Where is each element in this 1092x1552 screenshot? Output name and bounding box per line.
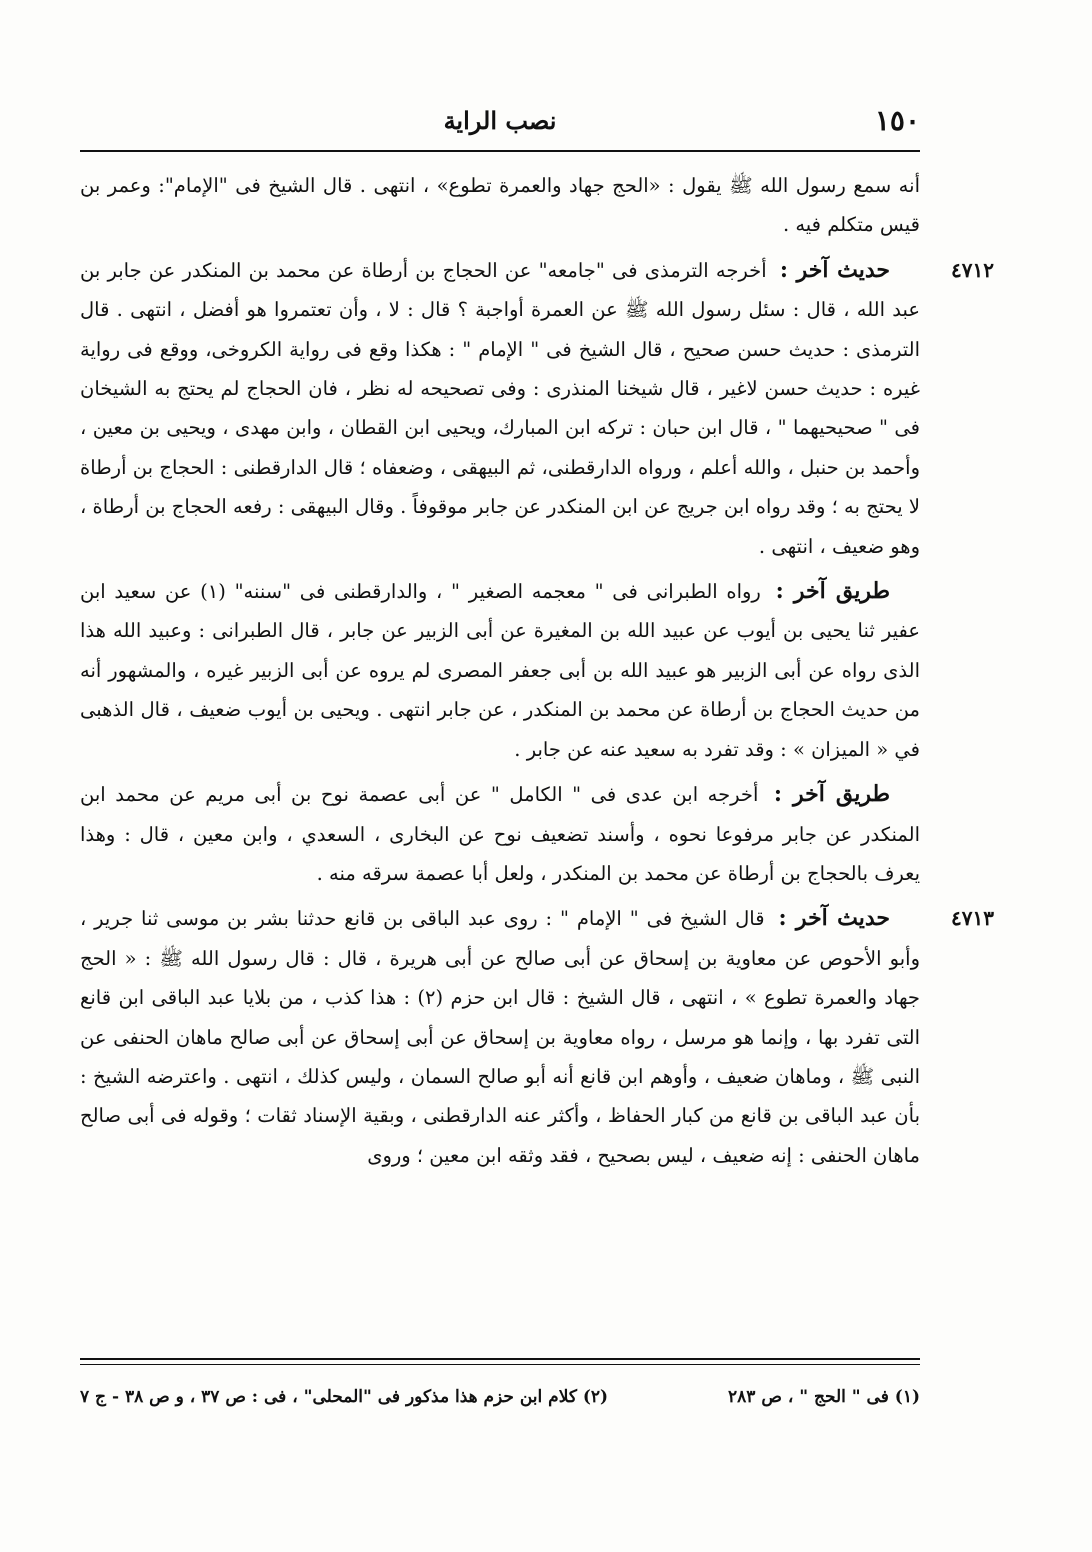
paragraph-text: قال الشيخ فى " الإمام " : روى عبد الباقى بن قانع حدثنا بشر بن موسى ثنا جرير ، وأبو الأحوص عن معاوية بن إسحاق عن أبى صالح عن أبى هريرة ، قال : قال رسول الله ﷺ : « الحج جهاد والعمرة تطوع » ، انتهى ، قال الشيخ : قال ابن حزم (٢) : هذا كذب ، من بلايا عبد الباقى ابن قانع التى تفرد بها ، وإنما هو مرسل ، رواه معاوية بن إسحاق عن أبى إسحاق عن أبى صالح ماهان الحنفى عن النبى ﷺ ، وماهان ضعيف ، وأوهم ابن قانع أنه أبو صالح السمان ، وليس كذلك ، انتهى . واعترضه الشيخ : بأن عبد الباقى بن قانع من كبار الحفاظ ، وأكثر عنه الدارقطنى ، وبقية الإسناد ثقات ؛ وقوله فى أبى صالح ماهان الحنفى : إنه ضعيف ، ليس بصحيح ، فقد وثقه ابن معين ؛ وروى xyxy=(80,907,921,1167)
paragraph-text: أخرجه الترمذى فى "جامعه" عن الحجاج بن أرطاة عن محمد بن المنكدر عن جابر بن عبد الله ، قال : سئل رسول الله ﷺ عن العمرة أواجبة ؟ قال : لا ، وأن تعتمروا هو أفضل ، انتهى . قال الترمذى : حديث حسن صحيح ، قال الشيخ فى " الإمام " : هكذا وقع فى رواية الكروخى، ووقع فى رواية غيره : حديث حسن لاغير ، قال شيخنا المنذرى : وفى تصحيحه له نظر ، فان الحجاج لم يحتج به الشيخان فى " صحيحيهما " ، قال ابن حبان : تركه ابن المبارك، ويحيى ابن القطان ، وابن مهدى ، ويحيى بن معين ، وأحمد بن حنبل ، والله أعلم ، ورواه الدارقطنى، ثم البيهقى ، وضعفاه ؛ قال الدارقطنى : الحجاج بن أرطاة لا يحتج به ؛ وقد رواه ابن جريج عن ابن المنكدر عن جابر موقوفاً . وقال البيهقى : رفعه الحجاج بن أرطاة ، وهو ضعيف ، انتهى . xyxy=(80,258,920,558)
footnote-1: (١) فى " الحج " ، ص ٢٨٣ xyxy=(728,1387,920,1407)
running-title: نصب الراية xyxy=(443,106,557,135)
main-text xyxy=(80,166,994,1175)
paragraph-text: أنه سمع رسول الله ﷺ يقول : «الحج جهاد والعمرة تطوع» ، انتهى . قال الشيخ فى "الإمام": وعمر بن قيس متكلم فيه . xyxy=(80,174,920,237)
footnote-rule-thin xyxy=(80,1364,920,1365)
hadith-paragraph xyxy=(80,899,994,1175)
hadith-number: ٤٧١٣ xyxy=(951,906,994,931)
footnotes xyxy=(80,1382,920,1412)
paragraph-text: أخرجه ابن عدى فى " الكامل " عن أبى عصمة نوح بن أبى مريم عن محمد ابن المنكدر عن جابر مرفوعا نحوه ، وأسند تضعيف نوح عن البخارى ، السعدي ، وابن معين ، قال : وهذا يعرف بالحجاج بن أرطاة عن محمد بن المنكدر ، ولعل أبا عصمة سرقه منه . xyxy=(80,783,920,885)
paragraph-lead: طريق آخر : xyxy=(775,578,891,605)
tariq-paragraph xyxy=(80,775,920,893)
hadith-paragraph xyxy=(80,251,994,566)
page-number: ١٥٠ xyxy=(874,104,920,137)
paragraph-continuation xyxy=(80,166,920,245)
footnote-2: (٢) كلام ابن حزم هذا مذكور فى "المحلى" ، فى : ص ٣٧ ، و ص ٣٨ - ج ٧ xyxy=(80,1387,609,1407)
paragraph-lead: حديث آخر : xyxy=(779,256,890,283)
paragraph-lead: حديث آخر : xyxy=(778,905,890,932)
page-header xyxy=(80,104,920,146)
hadith-number: ٤٧١٢ xyxy=(951,257,994,282)
footnote-rule xyxy=(80,1358,920,1360)
paragraph-lead: طريق آخر : xyxy=(773,781,890,808)
paragraph-text: رواه الطبرانى فى " معجمه الصغير " ، والدارقطنى فى "سننه" (١) عن سعيد ابن عفير ثنا يحيى بن أيوب عن عبيد الله بن المغيرة عن أبى الزبير عن جابر ، قال الطبرانى : وعبيد الله هذا الذى رواه عن أبى الزبير هو عبيد الله بن أبى جعفر المصرى لم يروه عن أبى الزبير غيره ، والمشهور أنه من حديث الحجاج بن أرطاة عن محمد بن المنكدر ، عن جابر انتهى . ويحيى بن أيوب ضعيف ، قال الذهبى في « الميزان » : وقد تفرد به سعيد عنه عن جابر . xyxy=(80,580,920,761)
header-rule xyxy=(80,150,920,152)
tariq-paragraph xyxy=(80,572,920,769)
